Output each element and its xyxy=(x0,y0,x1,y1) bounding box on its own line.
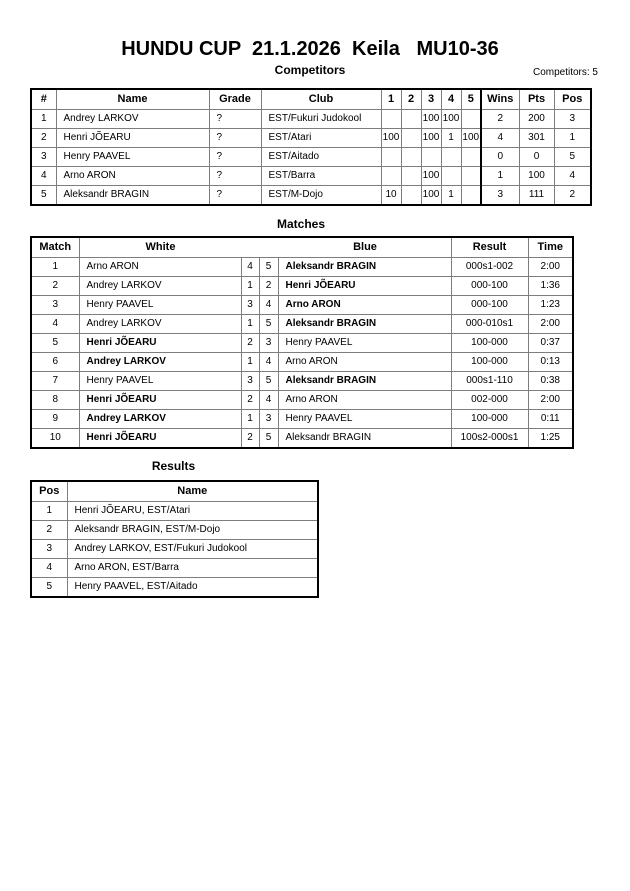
score-vs-1-cell: 100 xyxy=(381,129,401,148)
white-name-cell: Henri JÕEARU xyxy=(79,334,241,353)
white-name-cell: Henri JÕEARU xyxy=(79,391,241,410)
competitor-name-cell: Aleksandr BRAGIN xyxy=(56,186,209,206)
header-name: Name xyxy=(56,89,209,110)
wins-cell: 2 xyxy=(481,110,519,129)
time-cell: 0:38 xyxy=(528,372,573,391)
header-white-blue xyxy=(79,237,451,258)
result-name-cell: Andrey LARKOV, EST/Fukuri Judokool xyxy=(67,540,318,559)
result-pos-cell: 2 xyxy=(31,521,67,540)
header-opp2: 2 xyxy=(401,89,421,110)
competitors-heading: Competitors xyxy=(274,63,346,77)
pos-cell: 5 xyxy=(554,148,591,167)
white-name-cell: Andrey LARKOV xyxy=(79,315,241,334)
header-blue: Blue xyxy=(353,241,377,253)
wins-cell: 3 xyxy=(481,186,519,206)
competitor-grade-cell: ? xyxy=(209,129,261,148)
blue-name-cell: Arno ARON xyxy=(278,353,451,372)
header-club: Club xyxy=(261,89,381,110)
match-number-cell: 2 xyxy=(31,277,79,296)
result-name-cell: Henri JÕEARU, EST/Atari xyxy=(67,502,318,521)
result-cell: 000s1-110 xyxy=(451,372,528,391)
pts-cell: 301 xyxy=(519,129,554,148)
competitor-number-cell: 2 xyxy=(31,129,56,148)
match-row xyxy=(31,277,573,296)
blue-name-cell: Arno ARON xyxy=(278,296,451,315)
header-pos: Pos xyxy=(31,481,67,502)
wins-cell: 0 xyxy=(481,148,519,167)
white-competitor-number-cell: 2 xyxy=(241,429,259,449)
score-vs-4-cell xyxy=(441,148,461,167)
result-row xyxy=(31,559,318,578)
time-cell: 0:37 xyxy=(528,334,573,353)
white-name-cell: Henri JÕEARU xyxy=(79,429,241,449)
match-row xyxy=(31,315,573,334)
blue-competitor-number-cell: 2 xyxy=(259,277,278,296)
blue-name-cell: Henry PAAVEL xyxy=(278,334,451,353)
competitor-row xyxy=(31,129,591,148)
result-row xyxy=(31,521,318,540)
header-name: Name xyxy=(67,481,318,502)
blue-competitor-number-cell: 5 xyxy=(259,258,278,277)
header-grade: Grade xyxy=(209,89,261,110)
matches-header-row xyxy=(31,237,573,258)
matches-heading: Matches xyxy=(276,217,326,231)
score-vs-2-cell xyxy=(401,167,421,186)
score-vs-4-cell: 1 xyxy=(441,129,461,148)
white-name-cell: Henry PAAVEL xyxy=(79,296,241,315)
match-row xyxy=(31,353,573,372)
header-opp5: 5 xyxy=(461,89,481,110)
score-vs-4-cell xyxy=(441,167,461,186)
pts-cell: 100 xyxy=(519,167,554,186)
blue-name-cell: Henry PAAVEL xyxy=(278,410,451,429)
result-name-cell: Arno ARON, EST/Barra xyxy=(67,559,318,578)
pts-cell: 0 xyxy=(519,148,554,167)
header-match: Match xyxy=(31,237,79,258)
header-pts: Pts xyxy=(519,89,554,110)
white-competitor-number-cell: 2 xyxy=(241,334,259,353)
header-opp4: 4 xyxy=(441,89,461,110)
blue-name-cell: Arno ARON xyxy=(278,391,451,410)
time-cell: 2:00 xyxy=(528,391,573,410)
match-number-cell: 6 xyxy=(31,353,79,372)
competitor-grade-cell: ? xyxy=(209,167,261,186)
match-number-cell: 4 xyxy=(31,315,79,334)
pts-cell: 111 xyxy=(519,186,554,206)
score-vs-1-cell: 10 xyxy=(381,186,401,206)
competitor-club-cell: EST/Fukuri Judokool xyxy=(261,110,381,129)
header-opp1: 1 xyxy=(381,89,401,110)
blue-competitor-number-cell: 5 xyxy=(259,372,278,391)
competitor-club-cell: EST/M-Dojo xyxy=(261,186,381,206)
result-row xyxy=(31,540,318,559)
match-number-cell: 7 xyxy=(31,372,79,391)
result-cell: 002-000 xyxy=(451,391,528,410)
blue-name-cell: Henri JÕEARU xyxy=(278,277,451,296)
time-cell: 0:11 xyxy=(528,410,573,429)
page-title: HUNDU CUP 21.1.2026 Keila MU10-36 xyxy=(121,38,499,60)
score-vs-2-cell xyxy=(401,148,421,167)
match-number-cell: 10 xyxy=(31,429,79,449)
header-number: # xyxy=(31,89,56,110)
result-row xyxy=(31,502,318,521)
competitor-row xyxy=(31,148,591,167)
white-competitor-number-cell: 4 xyxy=(241,258,259,277)
score-vs-4-cell: 1 xyxy=(441,186,461,206)
blue-name-cell: Aleksandr BRAGIN xyxy=(278,258,451,277)
competitors-section-header xyxy=(30,63,598,78)
match-row xyxy=(31,410,573,429)
result-cell: 000-010s1 xyxy=(451,315,528,334)
matches-table xyxy=(30,236,574,449)
match-row xyxy=(31,258,573,277)
result-cell: 000s1-002 xyxy=(451,258,528,277)
score-vs-5-cell xyxy=(461,110,481,129)
score-vs-2-cell xyxy=(401,129,421,148)
competitors-count: Competitors: 5 xyxy=(532,67,598,78)
match-row xyxy=(31,391,573,410)
result-pos-cell: 3 xyxy=(31,540,67,559)
competitor-name-cell: Arno ARON xyxy=(56,167,209,186)
score-vs-5-cell xyxy=(461,186,481,206)
result-cell: 100-000 xyxy=(451,410,528,429)
competitor-row xyxy=(31,186,591,206)
match-row xyxy=(31,296,573,315)
competitor-name-cell: Andrey LARKOV xyxy=(56,110,209,129)
header-white: White xyxy=(145,241,176,253)
match-number-cell: 8 xyxy=(31,391,79,410)
score-vs-5-cell xyxy=(461,148,481,167)
result-pos-cell: 1 xyxy=(31,502,67,521)
blue-competitor-number-cell: 5 xyxy=(259,315,278,334)
header-result: Result xyxy=(451,237,528,258)
pos-cell: 3 xyxy=(554,110,591,129)
score-vs-3-cell: 100 xyxy=(421,110,441,129)
blue-competitor-number-cell: 5 xyxy=(259,429,278,449)
white-name-cell: Andrey LARKOV xyxy=(79,410,241,429)
competitor-row xyxy=(31,110,591,129)
result-name-cell: Henry PAAVEL, EST/Aitado xyxy=(67,578,318,598)
score-vs-3-cell xyxy=(421,148,441,167)
white-name-cell: Henry PAAVEL xyxy=(79,372,241,391)
wins-cell: 1 xyxy=(481,167,519,186)
score-vs-1-cell xyxy=(381,167,401,186)
competitor-row xyxy=(31,167,591,186)
match-row xyxy=(31,334,573,353)
time-cell: 2:00 xyxy=(528,258,573,277)
competitor-number-cell: 5 xyxy=(31,186,56,206)
competitor-club-cell: EST/Barra xyxy=(261,167,381,186)
result-cell: 100-000 xyxy=(451,334,528,353)
pts-cell: 200 xyxy=(519,110,554,129)
score-vs-3-cell: 100 xyxy=(421,167,441,186)
match-row xyxy=(31,429,573,449)
pos-cell: 1 xyxy=(554,129,591,148)
header-opp3: 3 xyxy=(421,89,441,110)
white-competitor-number-cell: 3 xyxy=(241,296,259,315)
white-name-cell: Arno ARON xyxy=(79,258,241,277)
results-heading: Results xyxy=(151,459,196,473)
competitors-table xyxy=(30,88,592,206)
score-vs-3-cell: 100 xyxy=(421,186,441,206)
results-table xyxy=(30,480,319,598)
competitor-number-cell: 3 xyxy=(31,148,56,167)
result-name-cell: Aleksandr BRAGIN, EST/M-Dojo xyxy=(67,521,318,540)
white-competitor-number-cell: 1 xyxy=(241,277,259,296)
blue-name-cell: Aleksandr BRAGIN xyxy=(278,372,451,391)
result-cell: 000-100 xyxy=(451,296,528,315)
score-vs-5-cell: 100 xyxy=(461,129,481,148)
match-number-cell: 9 xyxy=(31,410,79,429)
white-competitor-number-cell: 1 xyxy=(241,410,259,429)
result-pos-cell: 4 xyxy=(31,559,67,578)
blue-name-cell: Aleksandr BRAGIN xyxy=(278,429,451,449)
score-vs-3-cell: 100 xyxy=(421,129,441,148)
blue-competitor-number-cell: 4 xyxy=(259,353,278,372)
score-vs-1-cell xyxy=(381,148,401,167)
competitors-header-row xyxy=(31,89,591,110)
blue-competitor-number-cell: 3 xyxy=(259,334,278,353)
blue-competitor-number-cell: 4 xyxy=(259,296,278,315)
white-name-cell: Andrey LARKOV xyxy=(79,353,241,372)
white-competitor-number-cell: 2 xyxy=(241,391,259,410)
result-pos-cell: 5 xyxy=(31,578,67,598)
white-competitor-number-cell: 1 xyxy=(241,315,259,334)
competitor-grade-cell: ? xyxy=(209,110,261,129)
header-wins: Wins xyxy=(481,89,519,110)
match-number-cell: 5 xyxy=(31,334,79,353)
time-cell: 1:36 xyxy=(528,277,573,296)
match-number-cell: 3 xyxy=(31,296,79,315)
competitor-grade-cell: ? xyxy=(209,186,261,206)
time-cell: 1:25 xyxy=(528,429,573,449)
result-row xyxy=(31,578,318,598)
result-cell: 000-100 xyxy=(451,277,528,296)
white-name-cell: Andrey LARKOV xyxy=(79,277,241,296)
competitor-name-cell: Henry PAAVEL xyxy=(56,148,209,167)
white-competitor-number-cell: 3 xyxy=(241,372,259,391)
time-cell: 1:23 xyxy=(528,296,573,315)
score-vs-2-cell xyxy=(401,110,421,129)
match-row xyxy=(31,372,573,391)
competitor-club-cell: EST/Atari xyxy=(261,129,381,148)
time-cell: 0:13 xyxy=(528,353,573,372)
score-vs-5-cell xyxy=(461,167,481,186)
pos-cell: 2 xyxy=(554,186,591,206)
result-cell: 100-000 xyxy=(451,353,528,372)
competitor-number-cell: 1 xyxy=(31,110,56,129)
results-header-row xyxy=(31,481,318,502)
header-pos: Pos xyxy=(554,89,591,110)
score-vs-1-cell xyxy=(381,110,401,129)
wins-cell: 4 xyxy=(481,129,519,148)
header-time: Time xyxy=(528,237,573,258)
white-competitor-number-cell: 1 xyxy=(241,353,259,372)
result-cell: 100s2-000s1 xyxy=(451,429,528,449)
pos-cell: 4 xyxy=(554,167,591,186)
competitor-number-cell: 4 xyxy=(31,167,56,186)
competitor-club-cell: EST/Aitado xyxy=(261,148,381,167)
time-cell: 2:00 xyxy=(528,315,573,334)
blue-competitor-number-cell: 3 xyxy=(259,410,278,429)
competitor-name-cell: Henri JÕEARU xyxy=(56,129,209,148)
match-number-cell: 1 xyxy=(31,258,79,277)
blue-name-cell: Aleksandr BRAGIN xyxy=(278,315,451,334)
score-vs-4-cell: 100 xyxy=(441,110,461,129)
blue-competitor-number-cell: 4 xyxy=(259,391,278,410)
score-vs-2-cell xyxy=(401,186,421,206)
competitor-grade-cell: ? xyxy=(209,148,261,167)
